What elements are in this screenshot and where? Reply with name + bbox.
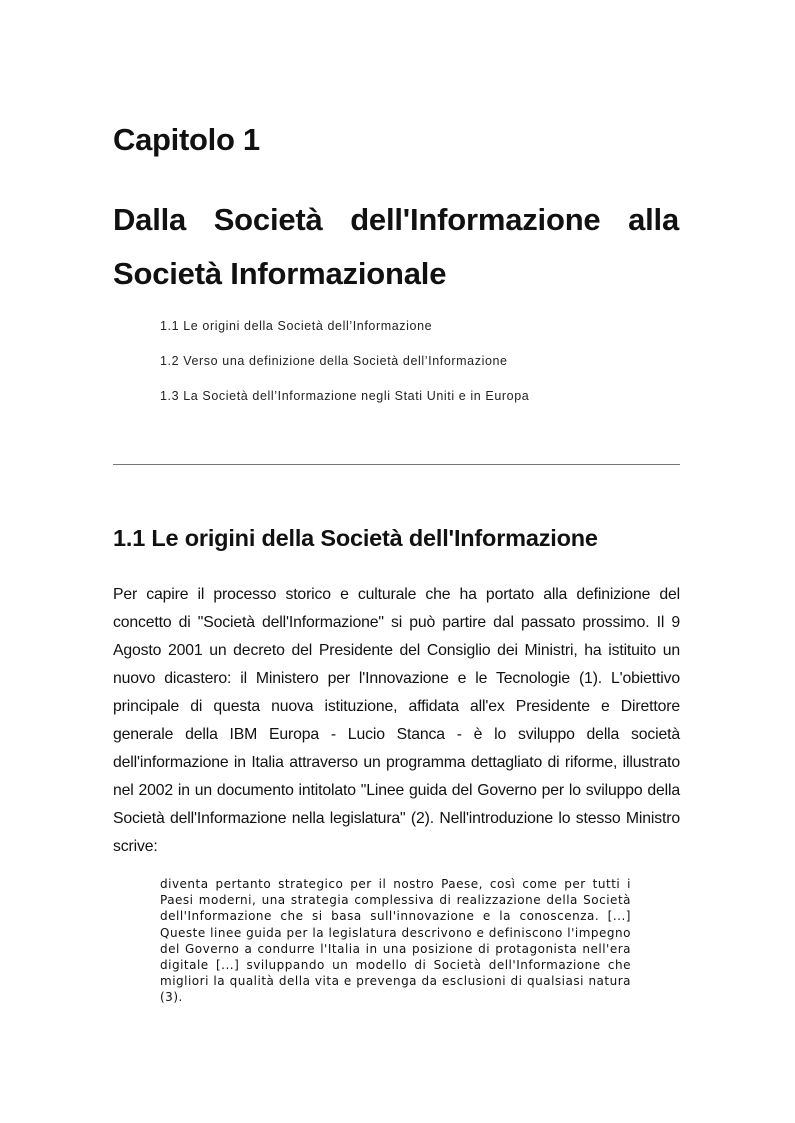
chapter-label: Capitolo 1: [113, 122, 260, 157]
body-paragraph: Per capire il processo storico e culturale che ha portato alla definizione del concetto di "Società dell'Informazione" si può partire dal passato prossimo. Il 9 Agosto 2001 un decreto del Presidente del Consiglio dei Ministri, ha istituito un nuovo dicastero: il Ministero per l'Innovazione e le Tecnologie (1). L'obiettivo principale di questa nuova istituzione, affidata all'ex Presidente e Direttore generale della IBM Europa - Lucio Stanca - è lo sviluppo della società dell'informazione in Italia attraverso un programma dettagliato di riforme, illustrato nel 2002 in un documento intitolato "Linee guida del Governo per lo sviluppo della Società dell'Informazione nella legislatura" (2). Nell'introduzione lo stesso Ministro scrive:: [113, 586, 680, 855]
toc-item-1-3: 1.3 La Società dell’Informazione negli Stati Uniti e in Europa: [160, 389, 530, 403]
table-of-contents: [160, 318, 529, 423]
block-quote: diventa pertanto strategico per il nostro Paese, così come per tutti i Paesi moderni, una strategia complessiva di realizzazione della Società dell'Informazione che si basa sull'innovazione e la conoscenza. [...] Queste linee guida per la legislatura descrivono e definiscono l'impegno del Governo a condurre l'Italia in una posizione di protagonista nell'era digitale [...] sviluppando un modello di Società dell'Informazione che migliori la qualità della vita e prevenga da esclusioni di qualsiasi natura (3).: [160, 877, 631, 1005]
section-heading: 1.1 Le origini della Società dell'Informazione: [113, 525, 598, 551]
chapter-title: Dalla Società dell'Informazione alla Società Informazionale: [113, 202, 679, 291]
toc-item-1-2: 1.2 Verso una definizione della Società dell’Informazione: [160, 354, 508, 368]
horizontal-divider: [113, 464, 680, 465]
toc-item-1-1: 1.1 Le origini della Società dell’Informazione: [160, 319, 433, 333]
